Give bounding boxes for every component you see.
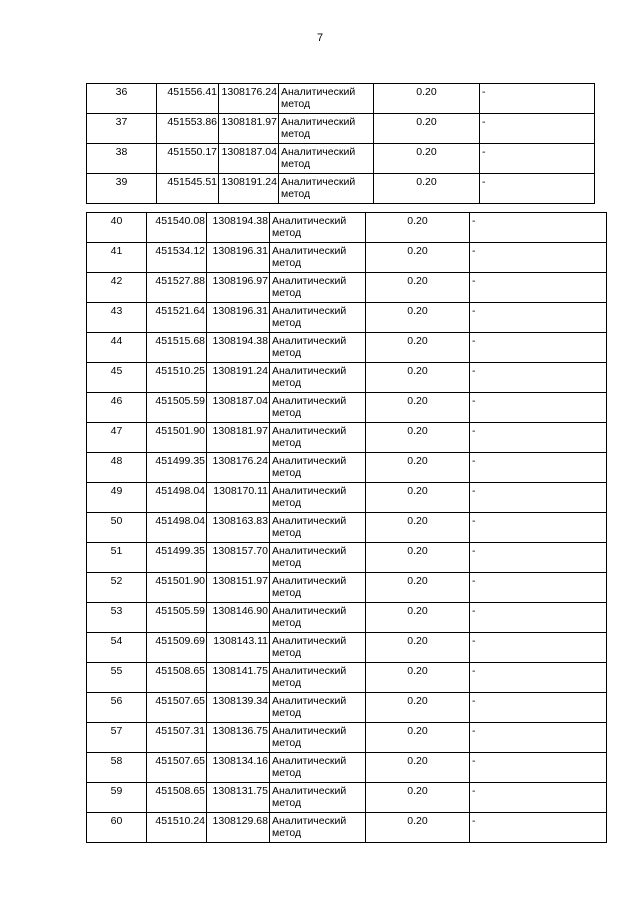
note-cell: - [470,213,607,243]
method-cell: Аналитический метод [270,483,366,513]
note-cell: - [470,453,607,483]
x-coordinate-cell: 451540.08 [147,213,207,243]
note-cell: - [470,393,607,423]
table-row [87,114,595,144]
point-number-cell: 52 [87,573,147,603]
note-cell: - [470,423,607,453]
method-cell: Аналитический метод [279,114,374,144]
accuracy-cell: 0.20 [366,603,470,633]
y-coordinate-cell: 1308163.83 [207,513,270,543]
point-number-cell: 39 [87,174,157,204]
accuracy-cell: 0.20 [366,333,470,363]
y-coordinate-cell: 1308139.34 [207,693,270,723]
method-cell: Аналитический метод [270,693,366,723]
method-cell: Аналитический метод [270,663,366,693]
method-cell: Аналитический метод [270,753,366,783]
point-number-cell: 50 [87,513,147,543]
point-number-cell: 55 [87,663,147,693]
x-coordinate-cell: 451498.04 [147,513,207,543]
note-cell: - [470,243,607,273]
y-coordinate-cell: 1308196.97 [207,273,270,303]
method-cell: Аналитический метод [270,213,366,243]
method-cell: Аналитический метод [270,513,366,543]
point-number-cell: 54 [87,633,147,663]
accuracy-cell: 0.20 [366,693,470,723]
x-coordinate-cell: 451507.65 [147,753,207,783]
y-coordinate-cell: 1308136.75 [207,723,270,753]
x-coordinate-cell: 451507.31 [147,723,207,753]
note-cell: - [470,513,607,543]
method-cell: Аналитический метод [270,783,366,813]
method-cell: Аналитический метод [270,633,366,663]
accuracy-cell: 0.20 [366,723,470,753]
y-coordinate-cell: 1308181.97 [219,114,279,144]
x-coordinate-cell: 451556.41 [157,84,219,114]
table-row [87,663,607,693]
accuracy-cell: 0.20 [366,513,470,543]
table-row [87,243,607,273]
accuracy-cell: 0.20 [374,144,480,174]
point-number-cell: 40 [87,213,147,243]
accuracy-cell: 0.20 [374,114,480,144]
method-cell: Аналитический метод [270,603,366,633]
point-number-cell: 59 [87,783,147,813]
table-row [87,513,607,543]
y-coordinate-cell: 1308151.97 [207,573,270,603]
point-number-cell: 42 [87,273,147,303]
table-row [87,84,595,114]
accuracy-cell: 0.20 [366,303,470,333]
method-cell: Аналитический метод [270,333,366,363]
method-cell: Аналитический метод [270,723,366,753]
x-coordinate-cell: 451507.65 [147,693,207,723]
y-coordinate-cell: 1308131.75 [207,783,270,813]
y-coordinate-cell: 1308194.38 [207,333,270,363]
note-cell: - [480,174,595,204]
note-cell: - [470,483,607,513]
point-number-cell: 45 [87,363,147,393]
table-row [87,753,607,783]
y-coordinate-cell: 1308191.24 [207,363,270,393]
y-coordinate-cell: 1308176.24 [207,453,270,483]
y-coordinate-cell: 1308176.24 [219,84,279,114]
x-coordinate-cell: 451499.35 [147,543,207,573]
y-coordinate-cell: 1308146.90 [207,603,270,633]
y-coordinate-cell: 1308141.75 [207,663,270,693]
table-row [87,483,607,513]
note-cell: - [470,783,607,813]
x-coordinate-cell: 451521.64 [147,303,207,333]
x-coordinate-cell: 451508.65 [147,783,207,813]
y-coordinate-cell: 1308191.24 [219,174,279,204]
accuracy-cell: 0.20 [366,213,470,243]
point-number-cell: 41 [87,243,147,273]
y-coordinate-cell: 1308170.11 [207,483,270,513]
note-cell: - [480,114,595,144]
y-coordinate-cell: 1308187.04 [219,144,279,174]
table-row [87,213,607,243]
table-row [87,783,607,813]
x-coordinate-cell: 451510.24 [147,813,207,843]
note-cell: - [470,273,607,303]
x-coordinate-cell: 451515.68 [147,333,207,363]
note-cell: - [470,813,607,843]
note-cell: - [480,84,595,114]
method-cell: Аналитический метод [270,423,366,453]
point-number-cell: 48 [87,453,147,483]
y-coordinate-cell: 1308129.68 [207,813,270,843]
table-row [87,273,607,303]
x-coordinate-cell: 451545.51 [157,174,219,204]
x-coordinate-cell: 451505.59 [147,603,207,633]
accuracy-cell: 0.20 [366,573,470,603]
note-cell: - [470,753,607,783]
note-cell: - [470,633,607,663]
accuracy-cell: 0.20 [366,453,470,483]
table-row [87,333,607,363]
method-cell: Аналитический метод [270,273,366,303]
point-number-cell: 38 [87,144,157,174]
coordinates-table-continued [86,83,595,204]
note-cell: - [470,363,607,393]
table-row [87,423,607,453]
accuracy-cell: 0.20 [374,84,480,114]
table-row [87,543,607,573]
y-coordinate-cell: 1308181.97 [207,423,270,453]
point-number-cell: 57 [87,723,147,753]
table-row [87,693,607,723]
point-number-cell: 36 [87,84,157,114]
method-cell: Аналитический метод [279,144,374,174]
point-number-cell: 51 [87,543,147,573]
note-cell: - [470,693,607,723]
method-cell: Аналитический метод [270,813,366,843]
point-number-cell: 49 [87,483,147,513]
table-row [87,144,595,174]
point-number-cell: 60 [87,813,147,843]
accuracy-cell: 0.20 [374,174,480,204]
note-cell: - [470,543,607,573]
table-row [87,363,607,393]
table-row [87,303,607,333]
y-coordinate-cell: 1308194.38 [207,213,270,243]
method-cell: Аналитический метод [270,543,366,573]
accuracy-cell: 0.20 [366,483,470,513]
note-cell: - [470,723,607,753]
y-coordinate-cell: 1308187.04 [207,393,270,423]
x-coordinate-cell: 451534.12 [147,243,207,273]
accuracy-cell: 0.20 [366,663,470,693]
method-cell: Аналитический метод [270,303,366,333]
point-number-cell: 46 [87,393,147,423]
x-coordinate-cell: 451550.17 [157,144,219,174]
note-cell: - [470,603,607,633]
method-cell: Аналитический метод [279,174,374,204]
point-number-cell: 56 [87,693,147,723]
table-row [87,573,607,603]
page-number: 7 [316,32,324,44]
accuracy-cell: 0.20 [366,273,470,303]
x-coordinate-cell: 451508.65 [147,663,207,693]
accuracy-cell: 0.20 [366,783,470,813]
accuracy-cell: 0.20 [366,243,470,273]
table-row [87,453,607,483]
y-coordinate-cell: 1308196.31 [207,303,270,333]
accuracy-cell: 0.20 [366,393,470,423]
method-cell: Аналитический метод [270,393,366,423]
table-row [87,633,607,663]
y-coordinate-cell: 1308143.11 [207,633,270,663]
note-cell: - [470,333,607,363]
x-coordinate-cell: 451501.90 [147,423,207,453]
accuracy-cell: 0.20 [366,363,470,393]
table-row [87,723,607,753]
method-cell: Аналитический метод [270,243,366,273]
method-cell: Аналитический метод [270,363,366,393]
note-cell: - [470,573,607,603]
method-cell: Аналитический метод [270,573,366,603]
note-cell: - [470,303,607,333]
x-coordinate-cell: 451499.35 [147,453,207,483]
table-row [87,813,607,843]
x-coordinate-cell: 451505.59 [147,393,207,423]
point-number-cell: 43 [87,303,147,333]
x-coordinate-cell: 451553.86 [157,114,219,144]
accuracy-cell: 0.20 [366,813,470,843]
table-row [87,174,595,204]
point-number-cell: 58 [87,753,147,783]
y-coordinate-cell: 1308134.16 [207,753,270,783]
x-coordinate-cell: 451498.04 [147,483,207,513]
point-number-cell: 44 [87,333,147,363]
accuracy-cell: 0.20 [366,633,470,663]
table-row [87,603,607,633]
x-coordinate-cell: 451501.90 [147,573,207,603]
accuracy-cell: 0.20 [366,423,470,453]
x-coordinate-cell: 451527.88 [147,273,207,303]
point-number-cell: 53 [87,603,147,633]
method-cell: Аналитический метод [279,84,374,114]
point-number-cell: 37 [87,114,157,144]
coordinates-table [86,212,607,843]
note-cell: - [470,663,607,693]
x-coordinate-cell: 451510.25 [147,363,207,393]
point-number-cell: 47 [87,423,147,453]
y-coordinate-cell: 1308157.70 [207,543,270,573]
y-coordinate-cell: 1308196.31 [207,243,270,273]
note-cell: - [480,144,595,174]
accuracy-cell: 0.20 [366,753,470,783]
method-cell: Аналитический метод [270,453,366,483]
x-coordinate-cell: 451509.69 [147,633,207,663]
accuracy-cell: 0.20 [366,543,470,573]
table-row [87,393,607,423]
